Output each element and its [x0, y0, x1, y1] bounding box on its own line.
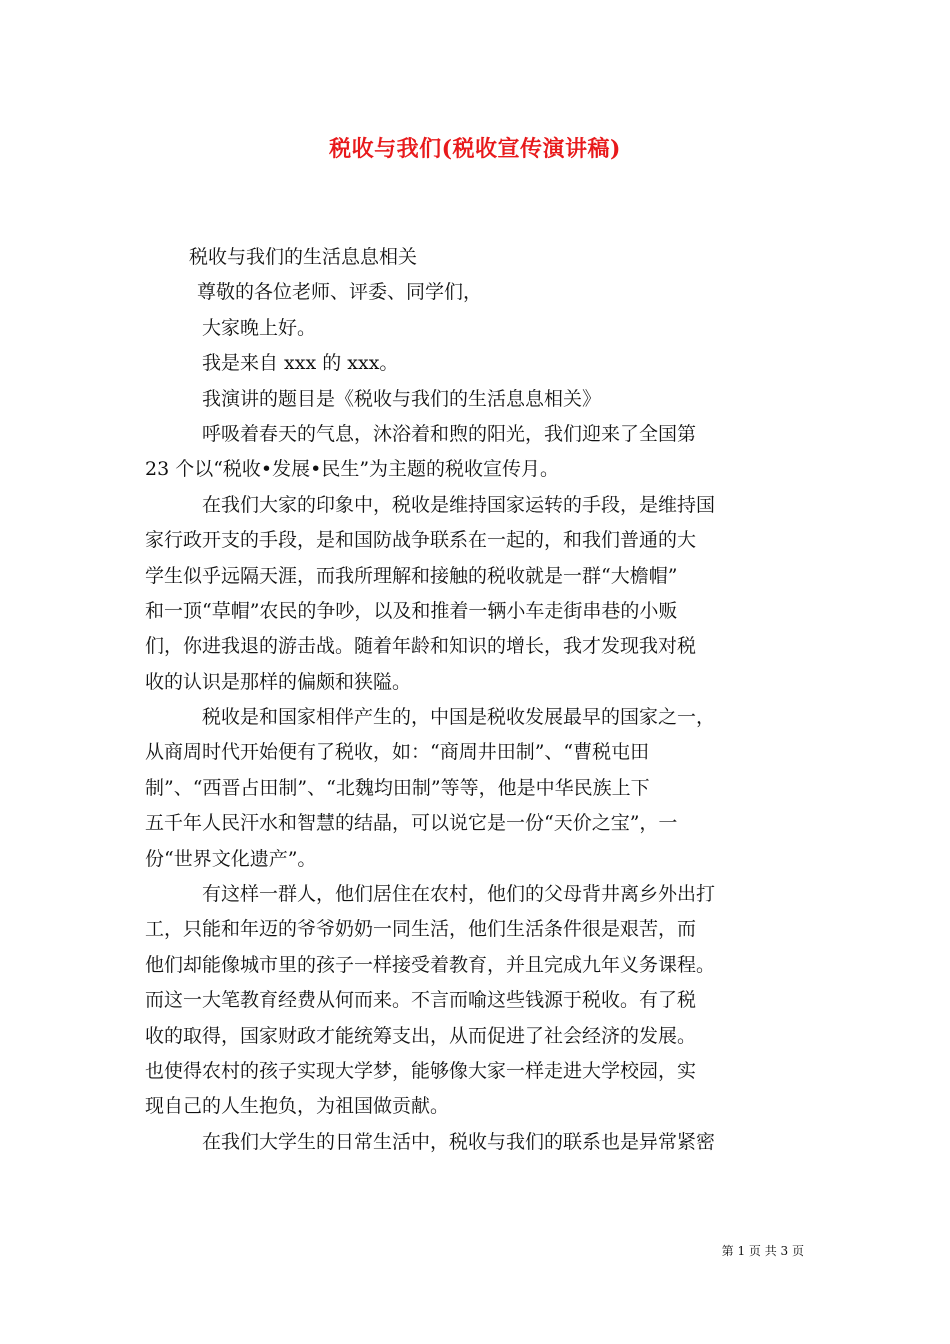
page-footer: 第 1 页 共 3 页: [721, 1244, 804, 1258]
paragraph-line: 我演讲的题目是《税收与我们的生活息息相关》: [202, 387, 602, 410]
paragraph-line: 税收是和国家相伴产生的，中国是税收发展最早的国家之一，: [202, 706, 716, 729]
paragraph-line: 家行政开支的手段，是和国防战争联系在一起的，和我们普通的大: [145, 529, 697, 552]
document-title: 税收与我们(税收宣传演讲稿): [329, 136, 621, 162]
paragraph-line: 从商周时代开始便有了税收，如：“商周井田制”、“曹税屯田: [145, 741, 650, 764]
document-body: [145, 240, 805, 1160]
paragraph-line: 在我们大家的印象中，税收是维持国家运转的手段，是维持国: [202, 493, 716, 516]
paragraph-line: 尊敬的各位老师、评委、同学们，: [197, 281, 483, 304]
paragraph-line: 五千年人民汗水和智慧的结晶，可以说它是一份“天价之宝”，一: [145, 812, 678, 835]
paragraph-line: 学生似乎远隔天涯，而我所理解和接触的税收就是一群“大檐帽”: [145, 564, 678, 587]
paragraph-line: 收的取得，国家财政才能统筹支出，从而促进了社会经济的发展。: [145, 1024, 697, 1047]
paragraph-line: 工，只能和年迈的爷爷奶奶一同生活，他们生活条件很是艰苦，而: [145, 918, 697, 941]
paragraph-line: 呼吸着春天的气息，沐浴着和煦的阳光，我们迎来了全国第: [202, 422, 697, 445]
paragraph-line: 也使得农村的孩子实现大学梦，能够像大家一样走进大学校园，实: [145, 1059, 697, 1082]
paragraph-line: 现自己的人生抱负，为祖国做贡献。: [145, 1095, 450, 1118]
paragraph-line: 制”、“西晋占田制”、“北魏均田制”等等，他是中华民族上下: [145, 776, 650, 799]
paragraph-line: 我是来自 xxx 的 xxx。: [202, 352, 399, 375]
paragraph-line: 和一顶“草帽”农民的争吵，以及和推着一辆小车走街串巷的小贩: [145, 599, 678, 622]
paragraph-line: 们，你进我退的游击战。随着年龄和知识的增长，我才发现我对税: [145, 635, 697, 658]
paragraph-line: 收的认识是那样的偏颇和狭隘。: [145, 670, 412, 693]
paragraph-line: 有这样一群人，他们居住在农村，他们的父母背井离乡外出打: [202, 883, 716, 906]
paragraph-line: 税收与我们的生活息息相关: [189, 246, 418, 268]
paragraph-line: 在我们大学生的日常生活中，税收与我们的联系也是异常紧密: [202, 1130, 716, 1153]
paragraph-line: 而这一大笔教育经费从何而来。不言而喻这些钱源于税收。有了税: [145, 989, 697, 1012]
paragraph-line: 大家晚上好。: [202, 316, 317, 339]
paragraph-line: 他们却能像城市里的孩子一样接受着教育，并且完成九年义务课程。: [145, 953, 716, 976]
paragraph-line: 份“世界文化遗产”。: [145, 847, 317, 870]
paragraph-line: 23 个以“税收•发展•民生”为主题的税收宣传月。: [145, 458, 560, 481]
